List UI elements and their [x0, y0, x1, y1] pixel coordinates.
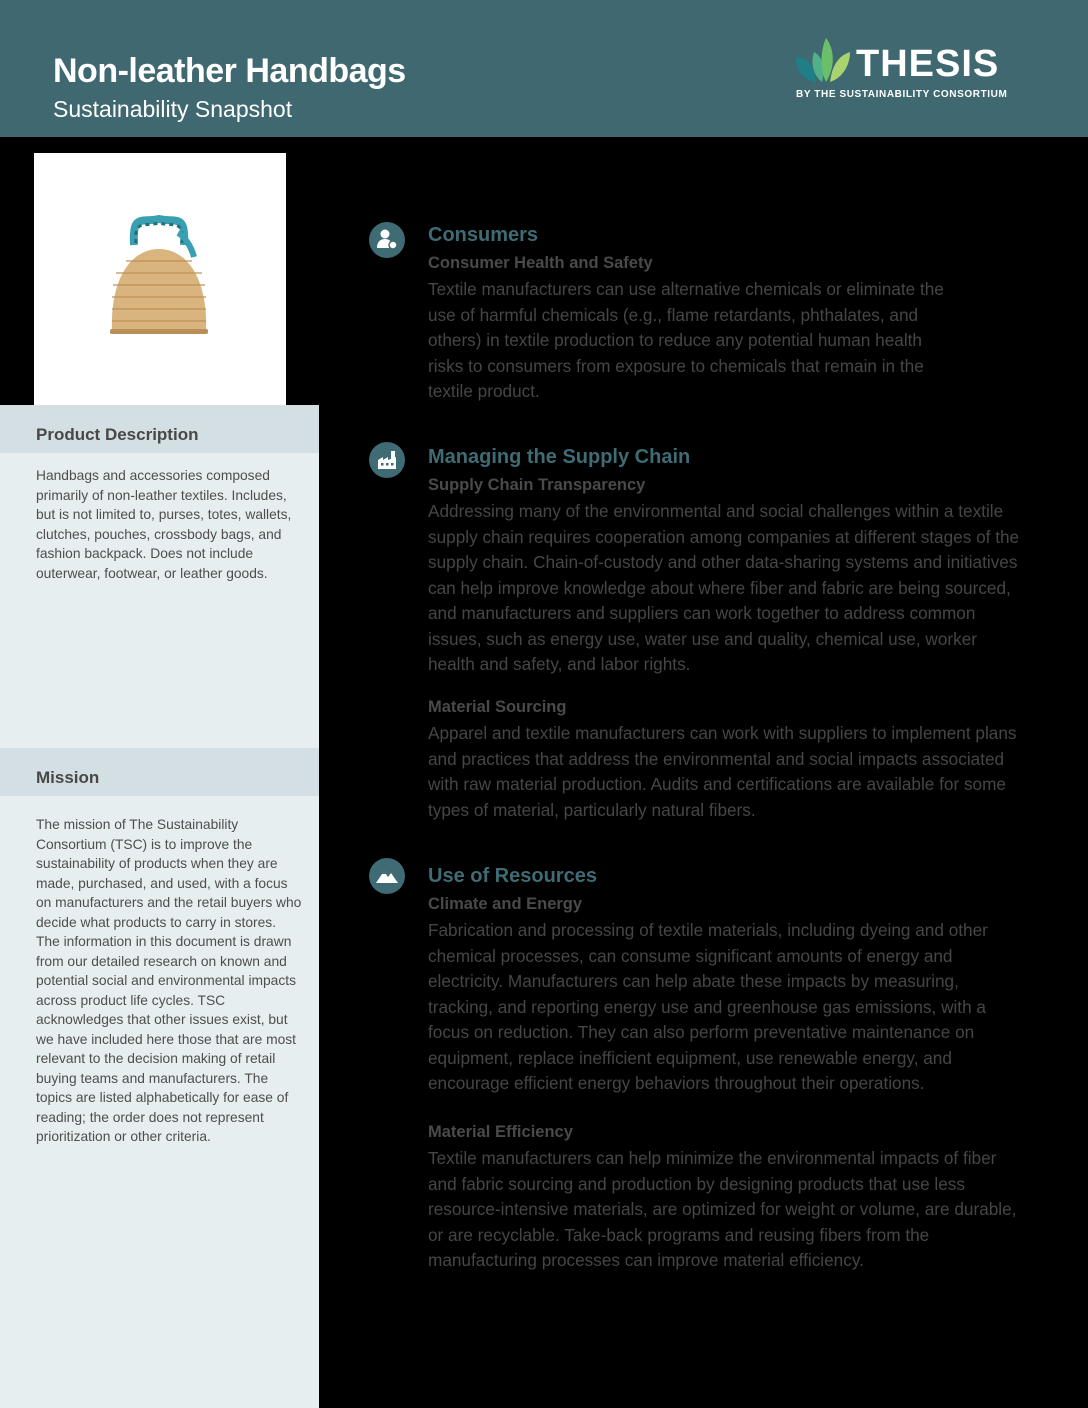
subtitle-climate-energy: Climate and Energy	[428, 895, 583, 913]
section-title-supply-chain: Managing the Supply Chain	[428, 446, 691, 468]
paragraph-material-efficiency: Textile manufacturers can help minimize the environmental impacts of fiber and fabric sourcing and production by designing products that use less resource-intensive materials, are optimized for weight or volume, are durable, or are recyclable. Take-back programs and reusing fibers from the manufacturing processes can improve material efficiency.	[428, 1148, 1017, 1270]
logo-tagline: BY THE SUSTAINABILITY CONSORTIUM	[796, 89, 1008, 100]
product-description-text: Handbags and accessories composed primarily of non-leather textiles. Includes, but is not limited to, purses, totes, wallets, clutches, pouches, crossbody bags, and fashion backpack. Does not include outerwear, footwear, or leather goods.	[36, 468, 292, 581]
header-banner	[0, 0, 1088, 137]
thesis-logo	[792, 36, 1022, 106]
mission-text: The mission of The Sustainability Consortium (TSC) is to improve the sustainability of products when they are made, purchased, and used, with a focus on manufacturers and the retail buyers who decide what products to carry in stores. The information in this document is drawn from our detailed research on known and potential social and environmental impacts across product life cycles. TSC acknowledges that other issues exist, but we have included here those that are most relevant to the decision making of retail buying teams and manufacturers. The topics are listed alphabetically for ease of reading; the order does not represent prioritization or other criteria.	[36, 817, 302, 1144]
logo-wordmark: THESIS	[856, 43, 1000, 85]
mountain-icon	[369, 858, 405, 894]
subtitle-consumer-health-safety: Consumer Health and Safety	[428, 254, 653, 272]
paragraph-consumer-health-safety: Textile manufacturers can use alternative chemicals or eliminate the use of harmful chemicals (e.g., flame retardants, phthalates, and others) in textile production to reduce any potential human health risks to consumers from exposure to chemicals that remain in the textile product.	[428, 279, 944, 401]
factory-icon	[369, 442, 405, 478]
product-description-header	[0, 405, 319, 453]
mission-heading: Mission	[36, 768, 100, 787]
section-title-consumers: Consumers	[428, 224, 539, 246]
product-image	[34, 153, 286, 405]
document-subtitle: Sustainability Snapshot	[53, 96, 293, 122]
subtitle-material-sourcing: Material Sourcing	[428, 698, 567, 716]
mission-header	[0, 748, 319, 796]
sidebar	[0, 405, 319, 1408]
subtitle-material-efficiency: Material Efficiency	[428, 1123, 573, 1141]
woven-handbag-image	[34, 153, 286, 405]
leaf-logo-icon	[792, 36, 854, 86]
subtitle-supply-chain-transparency: Supply Chain Transparency	[428, 476, 646, 494]
product-description-heading: Product Description	[36, 425, 199, 444]
document-title: Non-leather Handbags	[53, 52, 406, 90]
paragraph-climate-energy: Fabrication and processing of textile materials, including dyeing and other chemical processes, can consume significant amounts of energy and electricity. Manufacturers can help abate these impacts by measuring, tracking, and reporting energy use and greenhouse gas emissions, with a focus on reduction. They can also perform preventative maintenance on equipment, replace inefficient equipment, use renewable energy, and encourage efficient energy behaviors throughout their operations.	[428, 920, 988, 1093]
section-title-use-of-resources: Use of Resources	[428, 865, 597, 887]
paragraph-supply-chain-transparency: Addressing many of the environmental and social challenges within a textile supply chain requires cooperation among companies at different stages of the supply chain. Chain-of-custody and other data-sharing systems and initiatives can help improve knowledge about where fiber and fabric are being sourced, and manufacturers and suppliers can work together to address common issues, such as energy use, water use and quality, chemical use, worker health and safety, and labor rights.	[428, 501, 1020, 674]
consumer-icon	[369, 222, 405, 258]
paragraph-material-sourcing: Apparel and textile manufacturers can work with suppliers to implement plans and practices that address the environmental and social impacts associated with raw material production. Audits and certifications are available for some types of material, particularly natural fibers.	[428, 723, 1017, 820]
